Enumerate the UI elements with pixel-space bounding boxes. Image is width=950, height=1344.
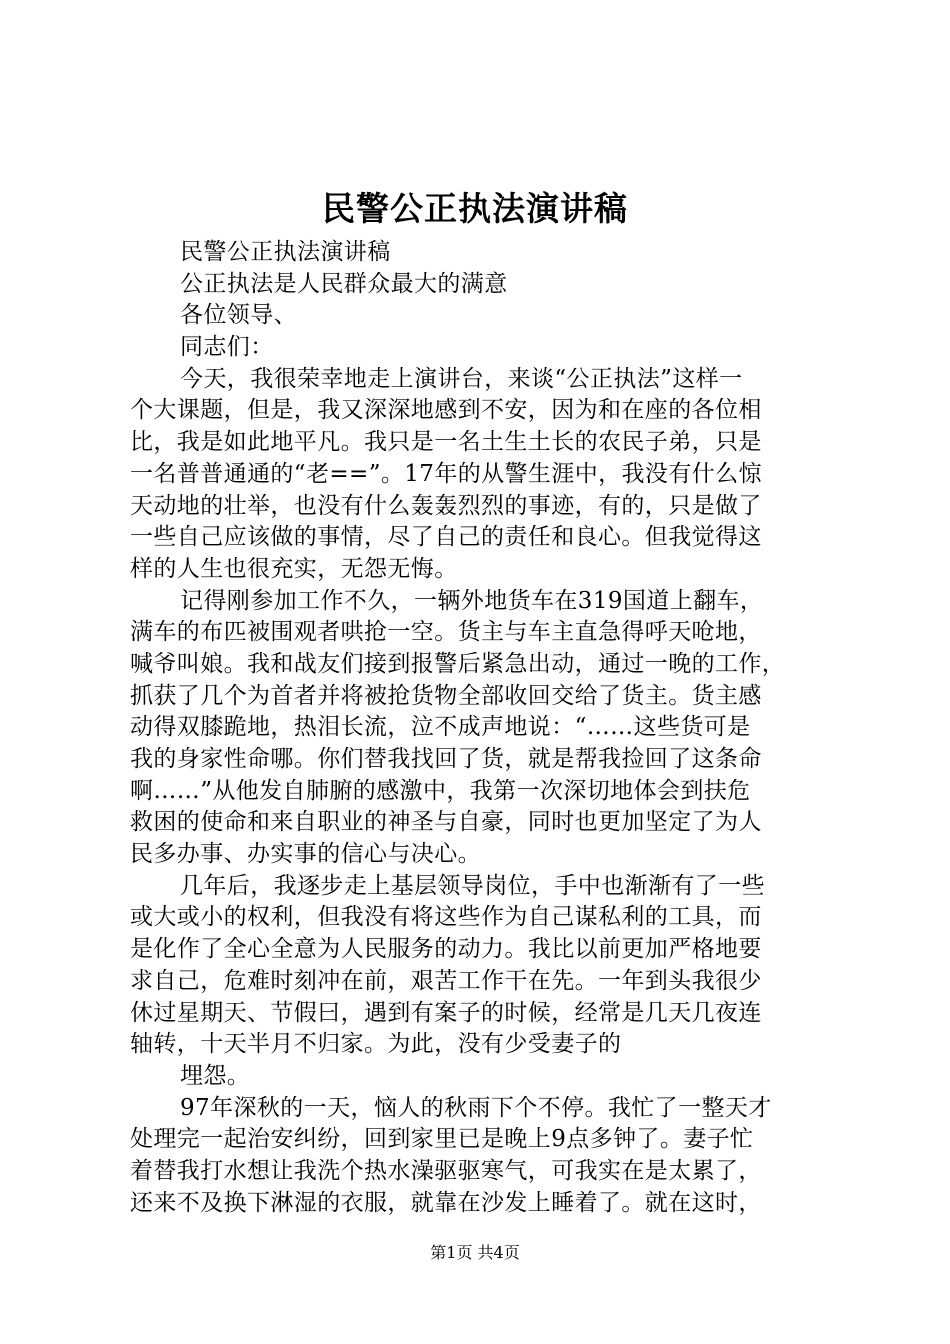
text-line: 我的身家性命哪。你们替我找回了货，就是帮我捡回了这条命 — [130, 746, 762, 772]
text-line: 救困的使命和来自职业的神圣与自豪，同时也更加坚定了为人 — [130, 809, 762, 836]
text-line: 还来不及换下淋湿的衣服，就靠在沙发上睡着了。就在这时， — [130, 1189, 762, 1216]
text-line: 满车的布匹被围观者哄抢一空。货主与车主直急得呼天呛地， — [130, 619, 762, 646]
text-line: 一名普普通通的“老==”。17年的从警生涯中，我没有什么惊 — [130, 460, 762, 487]
text-line: 记得刚参加工作不久，一辆外地货车在319国道上翻车， — [180, 587, 764, 614]
text-line: 求自己，危难时刻冲在前，艰苦工作干在先。一年到头我很少 — [130, 967, 762, 994]
text-line: 或大或小的权利，但我没有将这些作为自己谋私利的工具，而 — [130, 904, 762, 931]
document-body — [130, 237, 826, 1219]
text-line: 轴转，十天半月不归家。为此，没有少受妻子的 — [130, 1031, 622, 1058]
text-line: 啊……”从他发自肺腑的感激中，我第一次深切地体会到扶危 — [130, 777, 751, 804]
text-line: 民多办事、办实事的信心与决心。 — [130, 841, 481, 868]
text-line: 埋怨。 — [180, 1062, 251, 1089]
text-line: 97年深秋的一天，恼人的秋雨下个不停。我忙了一整天才 — [180, 1094, 772, 1121]
page-number: 第1页 共4页 — [430, 1243, 520, 1262]
text-line: 喊爷叫娘。我和战友们接到报警后紧急出动，通过一晚的工作， — [130, 650, 786, 677]
text-line: 同志们： — [180, 334, 274, 361]
text-line: 着替我打水想让我洗个热水澡驱驱寒气，可我实在是太累了， — [130, 1157, 762, 1184]
text-line: 一些自己应该做的事情，尽了自己的责任和良心。但我觉得这 — [130, 524, 762, 551]
text-line: 今天，我很荣幸地走上演讲台，来谈“公正执法”这样一 — [180, 365, 743, 392]
text-line: 样的人生也很充实，无怨无悔。 — [130, 555, 458, 582]
text-line: 民警公正执法演讲稿 — [180, 239, 391, 265]
text-line: 休过星期天、节假曰，遇到有案子的时候，经常是几天几夜连 — [130, 999, 762, 1026]
text-line: 公正执法是人民群众最大的满意 — [180, 270, 508, 297]
text-line: 比，我是如此地平凡。我只是一名土生土长的农民子弟，只是 — [130, 429, 762, 456]
text-line: 抓获了几个为首者并将被抢货物全部收回交给了货主。货主感 — [130, 682, 762, 709]
text-line: 是化作了全心全意为人民服务的动力。我比以前更加严格地要 — [130, 936, 762, 963]
text-line: 处理完一起治安纠纷，回到家里已是晚上9点多钟了。妻子忙 — [130, 1126, 754, 1153]
text-line: 几年后，我逐步走上基层领导岗位，手中也渐渐有了一些 — [180, 872, 765, 899]
text-line: 个大课题，但是，我又深深地感到不安，因为和在座的各位相 — [130, 397, 762, 424]
text-line: 动得双膝跪地，热泪长流，泣不成声地说：“……这些货可是 — [130, 714, 751, 741]
document-title: 民警公正执法演讲稿 — [322, 189, 628, 228]
text-line: 天动地的壮举，也没有什么轰轰烈烈的事迹，有的，只是做了 — [130, 492, 762, 519]
text-line: 各位领导、 — [180, 302, 297, 329]
